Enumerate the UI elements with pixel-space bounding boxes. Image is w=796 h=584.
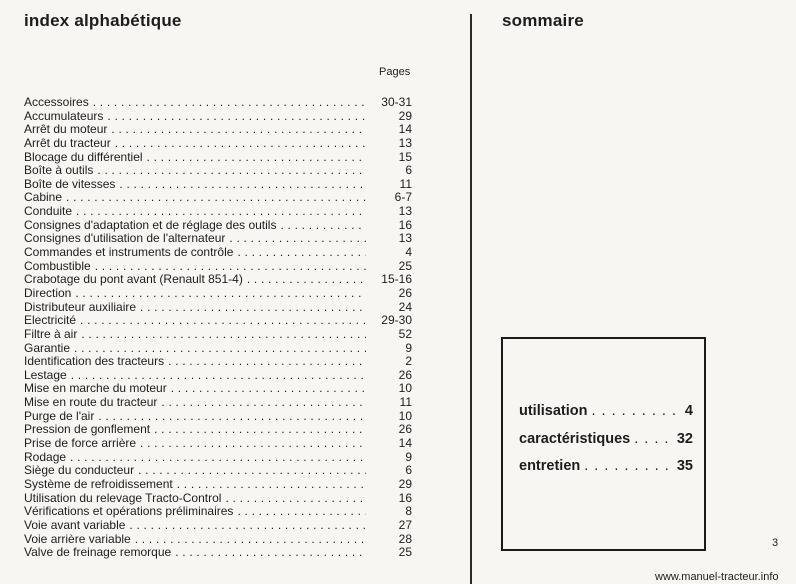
index-entry-page: 29-30 <box>381 313 412 328</box>
leader-dots <box>237 246 366 260</box>
leader-dots <box>119 178 366 192</box>
index-list <box>24 96 412 560</box>
index-entry <box>24 342 412 356</box>
index-entry-label: Boîte de vitesses <box>24 176 116 191</box>
index-entry-page: 29 <box>398 108 412 123</box>
index-entry-page: 14 <box>398 122 412 137</box>
index-entry <box>24 410 412 424</box>
index-entry-label: Mise en marche du moteur <box>24 381 167 396</box>
index-entry <box>24 396 412 410</box>
index-entry-page: 27 <box>398 517 412 532</box>
index-entry <box>24 546 412 560</box>
leader-dots <box>247 273 366 287</box>
summary-entry <box>519 403 693 419</box>
index-entry <box>24 219 412 233</box>
index-entry-label: Mise en route du tracteur <box>24 395 158 410</box>
index-entry-page: 15-16 <box>381 272 412 287</box>
index-entry <box>24 137 412 151</box>
summary-entry <box>519 458 693 474</box>
index-entry-page: 28 <box>398 531 412 546</box>
index-entry-label: Blocage du différentiel <box>24 149 143 164</box>
index-entry-label: Prise de force arrière <box>24 436 137 451</box>
summary-entry-label: utilisation <box>519 403 588 419</box>
leader-dots <box>80 314 366 328</box>
index-entry <box>24 505 412 519</box>
index-entry-page: 11 <box>399 176 412 191</box>
index-entry <box>24 110 412 124</box>
index-entry-page: 26 <box>398 285 412 300</box>
index-entry <box>24 437 412 451</box>
index-entry-label: Lestage <box>24 367 67 382</box>
index-entry <box>24 355 412 369</box>
index-entry-label: Arrêt du moteur <box>24 122 108 137</box>
index-entry-label: Conduite <box>24 204 73 219</box>
leader-dots <box>129 519 366 533</box>
leader-dots <box>171 382 366 396</box>
index-entry <box>24 151 412 165</box>
index-entry-label: Pression de gonflement <box>24 422 151 437</box>
index-entry <box>24 164 412 178</box>
index-entry-label: Direction <box>24 285 72 300</box>
index-entry-label: Commandes et instruments de contrôle <box>24 245 234 260</box>
index-entry <box>24 451 412 465</box>
index-entry-label: Consignes d'adaptation et de réglage des outils <box>24 217 277 232</box>
index-entry <box>24 232 412 246</box>
index-entry-page: 26 <box>398 367 412 382</box>
index-entry-page: 24 <box>398 299 412 314</box>
leader-dots <box>71 369 366 383</box>
index-entry-page: 10 <box>398 408 412 423</box>
summary-entry <box>519 431 693 447</box>
leader-dots <box>140 301 366 315</box>
index-entry-page: 13 <box>398 135 412 150</box>
pages-column-label: Pages <box>379 66 411 78</box>
leader-dots <box>66 191 366 205</box>
index-entry-page: 6-7 <box>394 190 412 205</box>
index-entry-page: 16 <box>398 490 412 505</box>
page-divider <box>470 14 472 584</box>
leader-dots <box>75 287 366 301</box>
index-entry-label: Vérifications et opérations préliminaires <box>24 504 234 519</box>
index-entry-page: 8 <box>405 504 412 519</box>
index-entry-label: Purge de l'air <box>24 408 95 423</box>
index-entry <box>24 273 412 287</box>
index-entry-page: 13 <box>398 231 412 246</box>
summary-title: sommaire <box>502 11 584 30</box>
index-entry <box>24 287 412 301</box>
index-entry-label: Boîte à outils <box>24 163 94 178</box>
index-entry-label: Garantie <box>24 340 71 355</box>
index-entry <box>24 533 412 547</box>
index-entry-label: Utilisation du relevage Tracto-Control <box>24 490 222 505</box>
leader-dots <box>98 410 366 424</box>
index-entry <box>24 423 412 437</box>
leader-dots <box>225 492 366 506</box>
index-entry-label: Filtre à air <box>24 326 78 341</box>
index-entry <box>24 478 412 492</box>
leader-dots <box>229 232 366 246</box>
index-entry <box>24 519 412 533</box>
index-entry-label: Crabotage du pont avant (Renault 851-4) <box>24 272 243 287</box>
index-entry <box>24 492 412 506</box>
leader-dots <box>107 110 366 124</box>
index-entry-label: Accessoires <box>24 95 89 109</box>
leader-dots <box>138 464 366 478</box>
index-entry-page: 25 <box>398 258 412 273</box>
index-entry-label: Siège du conducteur <box>24 463 135 478</box>
index-entry-page: 16 <box>398 217 412 232</box>
index-entry-label: Rodage <box>24 449 67 464</box>
index-entry <box>24 246 412 260</box>
index-entry <box>24 191 412 205</box>
index-entry <box>24 123 412 137</box>
index-entry <box>24 205 412 219</box>
leader-dots <box>280 219 366 233</box>
index-entry-label: Valve de freinage remorque <box>24 545 172 560</box>
index-entry-label: Electricité <box>24 313 77 328</box>
watermark: www.manuel-tracteur.info <box>655 571 779 583</box>
leader-dots <box>81 328 366 342</box>
leader-dots <box>168 355 366 369</box>
index-entry-label: Système de refroidissement <box>24 476 173 491</box>
index-entry-label: Voie avant variable <box>24 517 126 532</box>
leader-dots <box>587 403 678 419</box>
leader-dots <box>154 423 366 437</box>
index-entry-page: 29 <box>398 476 412 491</box>
summary-entry-page: 32 <box>676 431 693 447</box>
index-entry-page: 14 <box>398 436 412 451</box>
leader-dots <box>161 396 366 410</box>
index-entry-label: Voie arrière variable <box>24 531 131 546</box>
index-entry-label: Combustible <box>24 258 91 273</box>
index-entry-page: 2 <box>405 354 412 369</box>
leader-dots <box>147 151 366 165</box>
leader-dots <box>111 123 366 137</box>
index-entry <box>24 369 412 383</box>
leader-dots <box>175 546 366 560</box>
leader-dots <box>95 260 366 274</box>
index-entry-page: 30-31 <box>381 95 412 109</box>
index-entry <box>24 178 412 192</box>
index-entry-page: 4 <box>405 245 412 260</box>
index-entry-page: 15 <box>398 149 412 164</box>
index-entry-page: 9 <box>405 340 412 355</box>
index-entry-page: 10 <box>398 381 412 396</box>
index-entry-page: 25 <box>398 545 412 560</box>
summary-entry-label: caractéristiques <box>519 431 631 447</box>
index-entry-page: 13 <box>398 204 412 219</box>
index-entry-page: 52 <box>398 326 412 341</box>
leader-dots <box>76 205 366 219</box>
index-entry <box>24 301 412 315</box>
index-entry <box>24 260 412 274</box>
index-title: index alphabétique <box>24 11 182 30</box>
leader-dots <box>93 96 366 110</box>
index-entry-page: 6 <box>405 463 412 478</box>
summary-entry-page: 4 <box>684 403 693 419</box>
leader-dots <box>70 451 366 465</box>
leader-dots <box>115 137 366 151</box>
summary-entry-page: 35 <box>676 458 693 474</box>
index-entry-label: Consignes d'utilisation de l'alternateur <box>24 231 226 246</box>
index-entry-label: Distributeur auxiliaire <box>24 299 137 314</box>
leader-dots <box>97 164 366 178</box>
index-entry <box>24 464 412 478</box>
index-entry <box>24 328 412 342</box>
index-entry-label: Arrêt du tracteur <box>24 135 111 150</box>
leader-dots <box>580 458 671 474</box>
index-entry-page: 9 <box>405 449 412 464</box>
page-number: 3 <box>772 537 779 549</box>
leader-dots <box>237 505 366 519</box>
index-entry <box>24 96 412 110</box>
index-entry <box>24 314 412 328</box>
index-entry-page: 11 <box>399 395 412 410</box>
index-entry <box>24 382 412 396</box>
summary-entry-label: entretien <box>519 458 581 474</box>
index-entry-page: 6 <box>405 163 412 178</box>
leader-dots <box>74 342 366 356</box>
index-entry-label: Accumulateurs <box>24 108 104 123</box>
leader-dots <box>177 478 366 492</box>
leader-dots <box>630 431 671 447</box>
leader-dots <box>135 533 366 547</box>
leader-dots <box>140 437 366 451</box>
index-entry-label: Identification des tracteurs <box>24 354 165 369</box>
index-entry-label: Cabine <box>24 190 63 205</box>
index-entry-page: 26 <box>398 422 412 437</box>
